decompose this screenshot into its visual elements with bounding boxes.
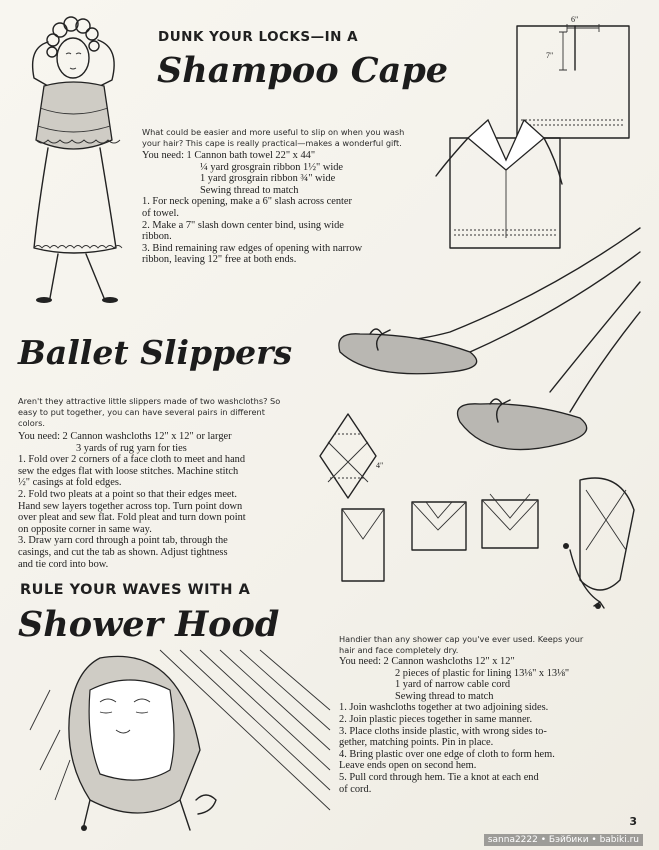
ballet-slippers-title: Ballet Slippers	[18, 333, 293, 372]
shampoo-cape-intro	[142, 127, 404, 149]
washcloth-fold-diagram-1	[318, 412, 378, 500]
shampoo-cape-intro-line: your hair? This cape is really practical—makes a wonderful gift.	[142, 138, 402, 148]
instruction-line: 3. Draw yarn cord through a point tab, through the	[18, 535, 228, 547]
instruction-line: 1. Fold over 2 corners of a face cloth to meet and hand	[18, 454, 246, 466]
instruction-line: 5. Pull cord through hem. Tie a knot at each end	[339, 771, 539, 783]
instruction-line: 2. Make a 7" slash down center bind, using wide	[142, 219, 344, 231]
instruction-line: over pleat and sew flat. Fold pleat and turn down point	[18, 512, 246, 524]
instruction-line: 2 pieces of plastic for lining 13⅛" x 13⅛"	[395, 667, 570, 679]
instruction-line: casings, and cut the tab as shown. Adjust tightness	[18, 546, 228, 558]
instruction-line: 2. Join plastic pieces together in same manner.	[339, 713, 533, 725]
instruction-line: You need: 2 Cannon washcloths 12" x 12"	[339, 656, 515, 667]
instruction-line: sew the edges flat with loose stitches. Machine stitch	[18, 465, 239, 477]
hood-intro-line: Handier than any shower cap you've ever used. Keeps your	[339, 634, 584, 644]
instruction-line: ribbon, leaving 12" free at both ends.	[142, 254, 297, 266]
instruction-line: gether, matching points. Pin in place.	[339, 737, 494, 749]
instruction-line: You need: 2 Cannon washcloths 12" x 12" or larger	[18, 431, 232, 442]
shower-hood-kicker: RULE YOUR WAVES WITH A	[20, 582, 251, 598]
instruction-line: 1 yard of narrow cable cord	[395, 679, 511, 691]
shampoo-cape-intro-line: What could be easier and more useful to slip on when you wash	[142, 127, 405, 137]
ballet-intro-line: Aren't they attractive little slippers made of two washcloths? So	[18, 396, 281, 406]
instruction-line: ½" casings at fold edges.	[18, 477, 122, 489]
washcloth-fold-diagram-4	[478, 490, 542, 552]
instruction-line: 1. For neck opening, make a 6" slash across center	[142, 196, 352, 208]
shower-hood-girl-illustration	[30, 650, 330, 835]
dimension-7in: 7"	[546, 51, 554, 60]
slipper-assembled-diagram	[560, 470, 640, 610]
instruction-line: of cord.	[339, 783, 372, 795]
ballet-slippers-intro	[18, 396, 280, 429]
shower-hood-title: Shower Hood	[18, 604, 280, 645]
instruction-line: ribbon.	[142, 231, 172, 243]
instruction-line: and tie cord into bow.	[18, 558, 109, 570]
instruction-line: 4. Bring plastic over one edge of cloth to form hem.	[339, 748, 555, 760]
ballet-intro-line: easy to put together, you can have several pairs in different	[18, 407, 265, 417]
instruction-line: Sewing thread to match	[200, 184, 299, 196]
shampoo-cape-kicker: DUNK YOUR LOCKS—IN A	[158, 29, 359, 45]
instruction-line: 2. Fold two pleats at a point so that their edges meet.	[18, 488, 238, 500]
shower-hood-intro	[339, 634, 583, 656]
dimension-4in: 4"	[376, 461, 384, 470]
instruction-line: 3 yards of rug yarn for ties	[76, 442, 187, 454]
washcloth-fold-diagram-3	[408, 494, 470, 554]
watermark: sanna2222 • Бэйбики • babiki.ru	[484, 834, 643, 846]
ballet-intro-line: colors.	[18, 418, 46, 428]
instruction-line: of towel.	[142, 207, 179, 219]
instruction-line: Leave ends open on second hem.	[339, 760, 477, 772]
instruction-line: ¼ yard grosgrain ribbon 1½" wide	[200, 161, 344, 173]
instruction-line: Sewing thread to match	[395, 690, 494, 702]
instruction-line: 1 yard grosgrain ribbon ¾" wide	[200, 173, 336, 185]
ballet-slippers-instructions	[18, 431, 246, 570]
page-number: 3	[629, 815, 637, 828]
hood-intro-line: hair and face completely dry.	[339, 645, 459, 655]
shampoo-cape-title: Shampoo Cape	[157, 50, 449, 91]
shampoo-cape-girl-illustration	[8, 8, 143, 308]
ballet-slippers-legs-illustration	[330, 222, 650, 482]
instruction-line: 3. Bind remaining raw edges of opening with narrow	[142, 242, 363, 254]
dimension-6in: 6"	[571, 15, 579, 24]
shower-hood-instructions	[339, 656, 569, 795]
instruction-line: Hand sew layers together across top. Turn point down	[18, 500, 243, 512]
instruction-line: on opposite corner in same way.	[18, 523, 152, 535]
instruction-line: You need: 1 Cannon bath towel 22" x 44"	[142, 150, 316, 161]
instruction-line: 1. Join washcloths together at two adjoining sides.	[339, 702, 549, 714]
instruction-line: 3. Place cloths inside plastic, with wrong sides to-	[339, 725, 547, 737]
washcloth-fold-diagram-2	[338, 505, 388, 585]
